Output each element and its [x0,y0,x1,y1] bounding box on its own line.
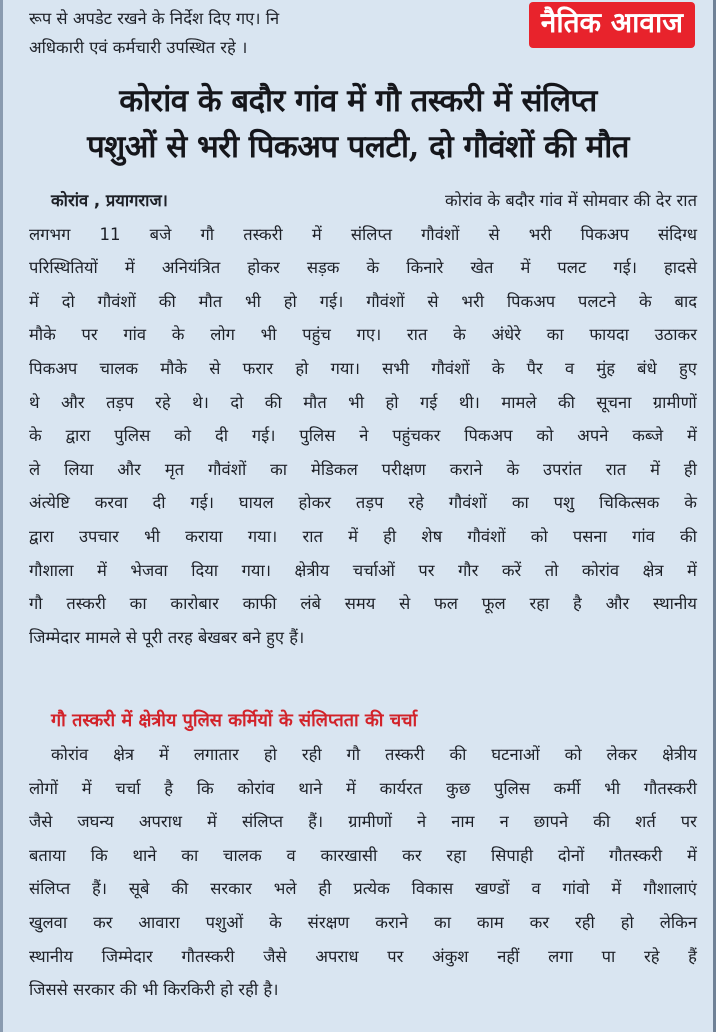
word: थे। [192,392,209,412]
word: सूबे [128,879,150,899]
word: को [536,426,554,446]
text-line [29,805,697,839]
word: कि [196,778,214,798]
word: पलटने [578,291,617,311]
word: आवारा [138,912,180,932]
text-line [29,839,697,873]
word: पलट [557,258,587,278]
word: अंकुश [432,946,469,966]
word: तड़प [355,493,384,513]
word: कर [529,912,550,932]
word: रहा [446,845,467,865]
word: के [171,325,185,345]
word: व [564,358,575,378]
word: की [171,879,189,899]
text-line [29,486,697,520]
word: होकर [298,493,332,513]
word: सरकार [210,879,252,899]
word: गौशाला [29,560,74,580]
word: गौ [346,745,361,764]
word: गौर [458,560,479,580]
word: हो [620,912,634,932]
word: से [488,224,500,244]
word: भेजवा [130,560,168,580]
word: थाने [298,778,323,798]
word: कि [90,845,108,865]
word: गौवंशों [431,358,470,378]
word: पुलिस [114,426,151,446]
word: उपचार [78,526,119,546]
word: कब्जे [632,426,664,446]
word: हैं। [92,879,108,899]
word: चर्चाओं [352,560,395,580]
word: घटनाओं [491,745,540,764]
word: पिकअप [464,426,513,446]
word: की [449,745,467,764]
word: संलिप्त [350,224,392,244]
word: सिपाही [490,845,534,865]
first-line [29,184,697,218]
word: परिस्थितियों [29,258,98,278]
word: कोरांव [237,778,275,798]
word: उठाकर [654,325,697,345]
dateline: कोरांव , प्रयागराज। [51,191,168,210]
word: में [686,426,697,446]
word: शर्त [635,812,656,832]
word: जैसे [29,812,53,832]
word: कारखासी [320,845,378,865]
word: जैसे [263,946,287,966]
word: तो [544,560,559,580]
word: पिकअप [29,358,78,378]
word: पुलिस [493,778,530,798]
word: मौके [160,358,188,378]
word: रही [301,745,322,764]
word: गांवो [562,879,590,899]
word: कराने [449,459,483,479]
word: में [81,778,92,798]
text-line: रूप से अपडेट रखने के निर्देश दिए गए। नि [29,9,280,28]
word: तस्करी [243,224,283,244]
word: में [124,258,135,278]
word: ग्रामीणों [348,812,393,832]
word: 11 [99,224,121,244]
word: क्षेत्रीय [294,560,330,580]
word: रात [302,526,323,546]
word: में [311,224,322,244]
word: दो [61,291,75,311]
word: किनारे [406,258,444,278]
word: के [366,258,380,278]
word: की [557,392,575,412]
word: न [499,812,509,832]
word: में [29,291,39,311]
word: ने [359,426,369,446]
word: बजे [149,224,172,244]
word: सूचना [596,392,632,412]
word: विकास [411,879,454,899]
word: फूल [481,594,506,614]
word: खेत [470,258,494,278]
word: जिम्मेदार [101,946,153,966]
word: लोग [210,325,235,345]
text-line [29,906,697,940]
word: संलिप्त [241,812,284,832]
word: रहे [155,392,171,412]
word: शेष [421,526,443,546]
word: के [684,493,697,513]
word: काम [476,912,504,932]
word: खुलवा [29,912,68,932]
word: के [491,358,505,378]
word: मृत [164,459,185,479]
word: गई। [613,258,637,278]
word: का [434,912,451,932]
word: संदिग्ध [658,224,697,244]
text-line [29,453,697,487]
newspaper-logo: नैतिक आवाज [529,2,695,48]
word: मेडिकल [310,459,358,479]
word: होकर [247,258,280,278]
word: गौशालाएं [643,879,697,899]
word: मौके [29,325,56,345]
word: दिया [191,560,219,580]
word: करें [501,560,522,580]
word: को [530,526,548,546]
word: का [181,845,199,865]
word: गौवंशों [97,291,136,311]
word: भी [604,778,621,798]
word: के [29,426,42,446]
word: में [687,845,697,865]
word: मौत [198,291,223,311]
word: का [270,459,288,479]
word: चर्चा [115,778,141,798]
word: प्रत्येक [353,879,390,899]
word: कर [402,845,422,865]
word: द्वारा [29,526,54,546]
word: गांव [123,325,147,345]
word: फायदा [589,325,629,345]
word: गया। [247,526,278,546]
word: क्षेत्र [642,560,664,580]
word: कराने [375,912,409,932]
word: थी। [458,392,480,412]
word: कार्यरत [379,778,423,798]
word: कर [93,912,113,932]
word: की [680,526,697,546]
word: गौ [29,594,43,614]
word: दी [214,426,228,446]
word: क्षेत्र [113,745,135,764]
word: फल [434,594,458,614]
word: ही [383,526,397,546]
word: ही [683,459,697,479]
text-line: जिम्मेदार मामले से पूरी तरह बेखबर बने हुए हैं। [29,627,305,647]
word: पशुओं [205,912,244,932]
word: के [269,912,282,932]
first-line-text: कोरांव के बदौर गांव में सोमवार की देर रात [445,191,697,210]
word: अपने [577,426,609,446]
word: लगातार [193,745,239,764]
word: थे [29,392,40,412]
word: पहुंचकर [392,426,441,446]
headline [17,78,699,170]
word: तस्करी [66,594,106,614]
word: में [348,526,358,546]
word: कुछ [446,778,471,798]
word: गौवंशों [448,493,487,513]
word: चिकित्सक [599,493,660,513]
word: की [264,392,282,412]
word: में [520,258,531,278]
word: गए। [356,325,382,345]
word: अपराध [315,946,359,966]
word: और [117,459,141,479]
word: हो [283,291,297,311]
word: रही [575,912,595,932]
word: और [60,392,85,412]
word: गौतस्करी [643,778,697,798]
word: व [286,845,296,865]
word: क्षेत्रीय [662,745,697,764]
word: गया। [330,358,360,378]
word: कोरांव [51,745,89,764]
word: के [453,325,466,345]
word: ले [29,459,41,479]
word: फरार [242,358,274,378]
word: कर्मी [553,778,581,798]
word: गई। [251,426,276,446]
word: नाम [451,812,475,832]
word: पिकअप [580,224,629,244]
word: हैं। [308,812,324,832]
word: बंधे [637,358,657,378]
word: मामले [501,392,537,412]
word: है [164,778,174,798]
text-line [29,251,697,285]
word: रहे [643,946,660,966]
text-line: जिससे सरकार की भी किरकिरी हो रही है। [29,980,279,1000]
word: भी [144,526,160,546]
word: अंत्येष्टि [29,493,70,513]
text-line [29,386,697,420]
word: करवा [94,493,128,513]
word: संलिप्त [29,879,71,899]
word: पुलिस [299,426,336,446]
text-line [29,940,697,974]
word: लगा [548,946,573,966]
word: चालक [99,358,139,378]
word: से [427,291,439,311]
word: लेकर [606,745,638,764]
word: भी [260,325,277,345]
word: ही [318,879,332,899]
word: लेकिन [659,912,697,932]
word: गौवंशों [366,291,405,311]
word: लंबे [300,594,321,614]
word: तड़प [106,392,134,412]
word: गांव [632,526,655,546]
word: में [687,560,697,580]
word: पशु [553,493,575,513]
word: स्थानीय [29,946,73,966]
word: गई [419,392,438,412]
word: की [158,291,176,311]
text-line [29,352,697,386]
headline-line: पशुओं से भरी पिकअप पलटी, दो गौवंशों की मौत [87,129,629,165]
word: थाने [132,845,157,865]
word: पर [81,325,98,345]
word: की [593,812,611,832]
word: सभी [382,358,410,378]
word: रहे [408,493,424,513]
text-line [29,554,697,588]
word: पसना [572,526,607,546]
word: गई। [190,493,215,513]
word: गई। [319,291,344,311]
word: संरक्षण [307,912,350,932]
word: घायल [238,493,274,513]
word: रहा [529,594,550,614]
word: को [174,426,192,446]
word: गौतस्करी [609,845,663,865]
word: परीक्षण [381,459,426,479]
word: हो [263,745,277,764]
word: हादसे [664,258,697,278]
word: जघन्य [77,812,114,832]
word: गौ [200,224,215,244]
word: ग्रामीणों [652,392,697,412]
word: मौत [303,392,327,412]
word: का [511,493,529,513]
word: भी [245,291,261,311]
word: में [346,778,356,798]
word: भरी [461,291,484,311]
word: समय [344,594,376,614]
word: से [399,594,411,614]
text-line: अधिकारी एवं कर्मचारी उपस्थित रहे । [29,38,248,57]
text-line [29,285,697,319]
word: को [564,745,582,764]
word: दो [230,392,244,412]
word: भले [273,879,297,899]
word: ने [417,812,427,832]
word: स्थानीय [653,594,697,614]
word: हैं [688,946,697,966]
word: गौतस्करी [181,946,235,966]
word: पिकअप [506,291,556,311]
word: के [506,459,520,479]
word: दी [152,493,166,513]
text-line [29,318,697,352]
word: और [605,594,630,614]
word: लिया [64,459,94,479]
word: है [573,594,582,614]
word: बाद [674,291,697,311]
word: गौवंशों [467,526,506,546]
word: पा [601,946,616,966]
word: अपराध [138,812,183,832]
word: हो [295,358,309,378]
word: चालक [223,845,262,865]
word: में [650,459,660,479]
word: का [129,594,147,614]
word: पर [418,560,435,580]
word: हुए [678,358,697,378]
word: गया। [241,560,271,580]
word: अंधेरे [491,325,521,345]
word: में [97,560,107,580]
word: गौवंशों [207,459,247,479]
word: मुंह [596,358,615,378]
word: में [207,812,217,832]
text-line [29,587,697,621]
word: भरी [528,224,552,244]
word: पैर [526,358,543,378]
word: बताया [29,845,66,865]
word: नहीं [497,946,520,966]
word: पर [680,812,697,832]
word: में [158,745,169,764]
word: लोगों [29,778,59,798]
word: रात [406,325,428,345]
word: कोरांव [581,560,620,580]
word: रात [605,459,627,479]
word: द्वारा [65,426,91,446]
word: भी [348,392,365,412]
word: छापने [533,812,569,832]
text-line [29,419,697,453]
text-line [29,738,697,772]
text-line [29,872,697,906]
word: से [209,358,221,378]
subheading: गौ तस्करी में क्षेत्रीय पुलिस कर्मियों के संलिप्तता की चर्चा [51,710,418,731]
article-paragraph-1 [29,184,697,654]
word: खण्डों [475,879,510,899]
word: व [531,879,541,899]
word: लगभग [29,224,71,244]
text-line [29,218,697,252]
word: के [638,291,652,311]
word: हो [385,392,399,412]
word: कराया [185,526,223,546]
word: पहुंच [302,325,331,345]
word: दोनों [557,845,585,865]
word: उपरांत [543,459,582,479]
word: कारोबार [170,594,219,614]
word: तस्करी [385,745,425,764]
word: काफी [242,594,277,614]
word: पर [387,946,404,966]
headline-line: कोरांव के बदौर गांव में गौ तस्करी में संलिप्त [119,83,597,119]
text-line [29,520,697,554]
text-line [29,772,697,806]
word: में [611,879,622,899]
word: अनियंत्रित [161,258,221,278]
word: गौवंशों [421,224,460,244]
word: सड़क [306,258,340,278]
word: का [546,325,564,345]
article-paragraph-2 [29,738,697,1007]
